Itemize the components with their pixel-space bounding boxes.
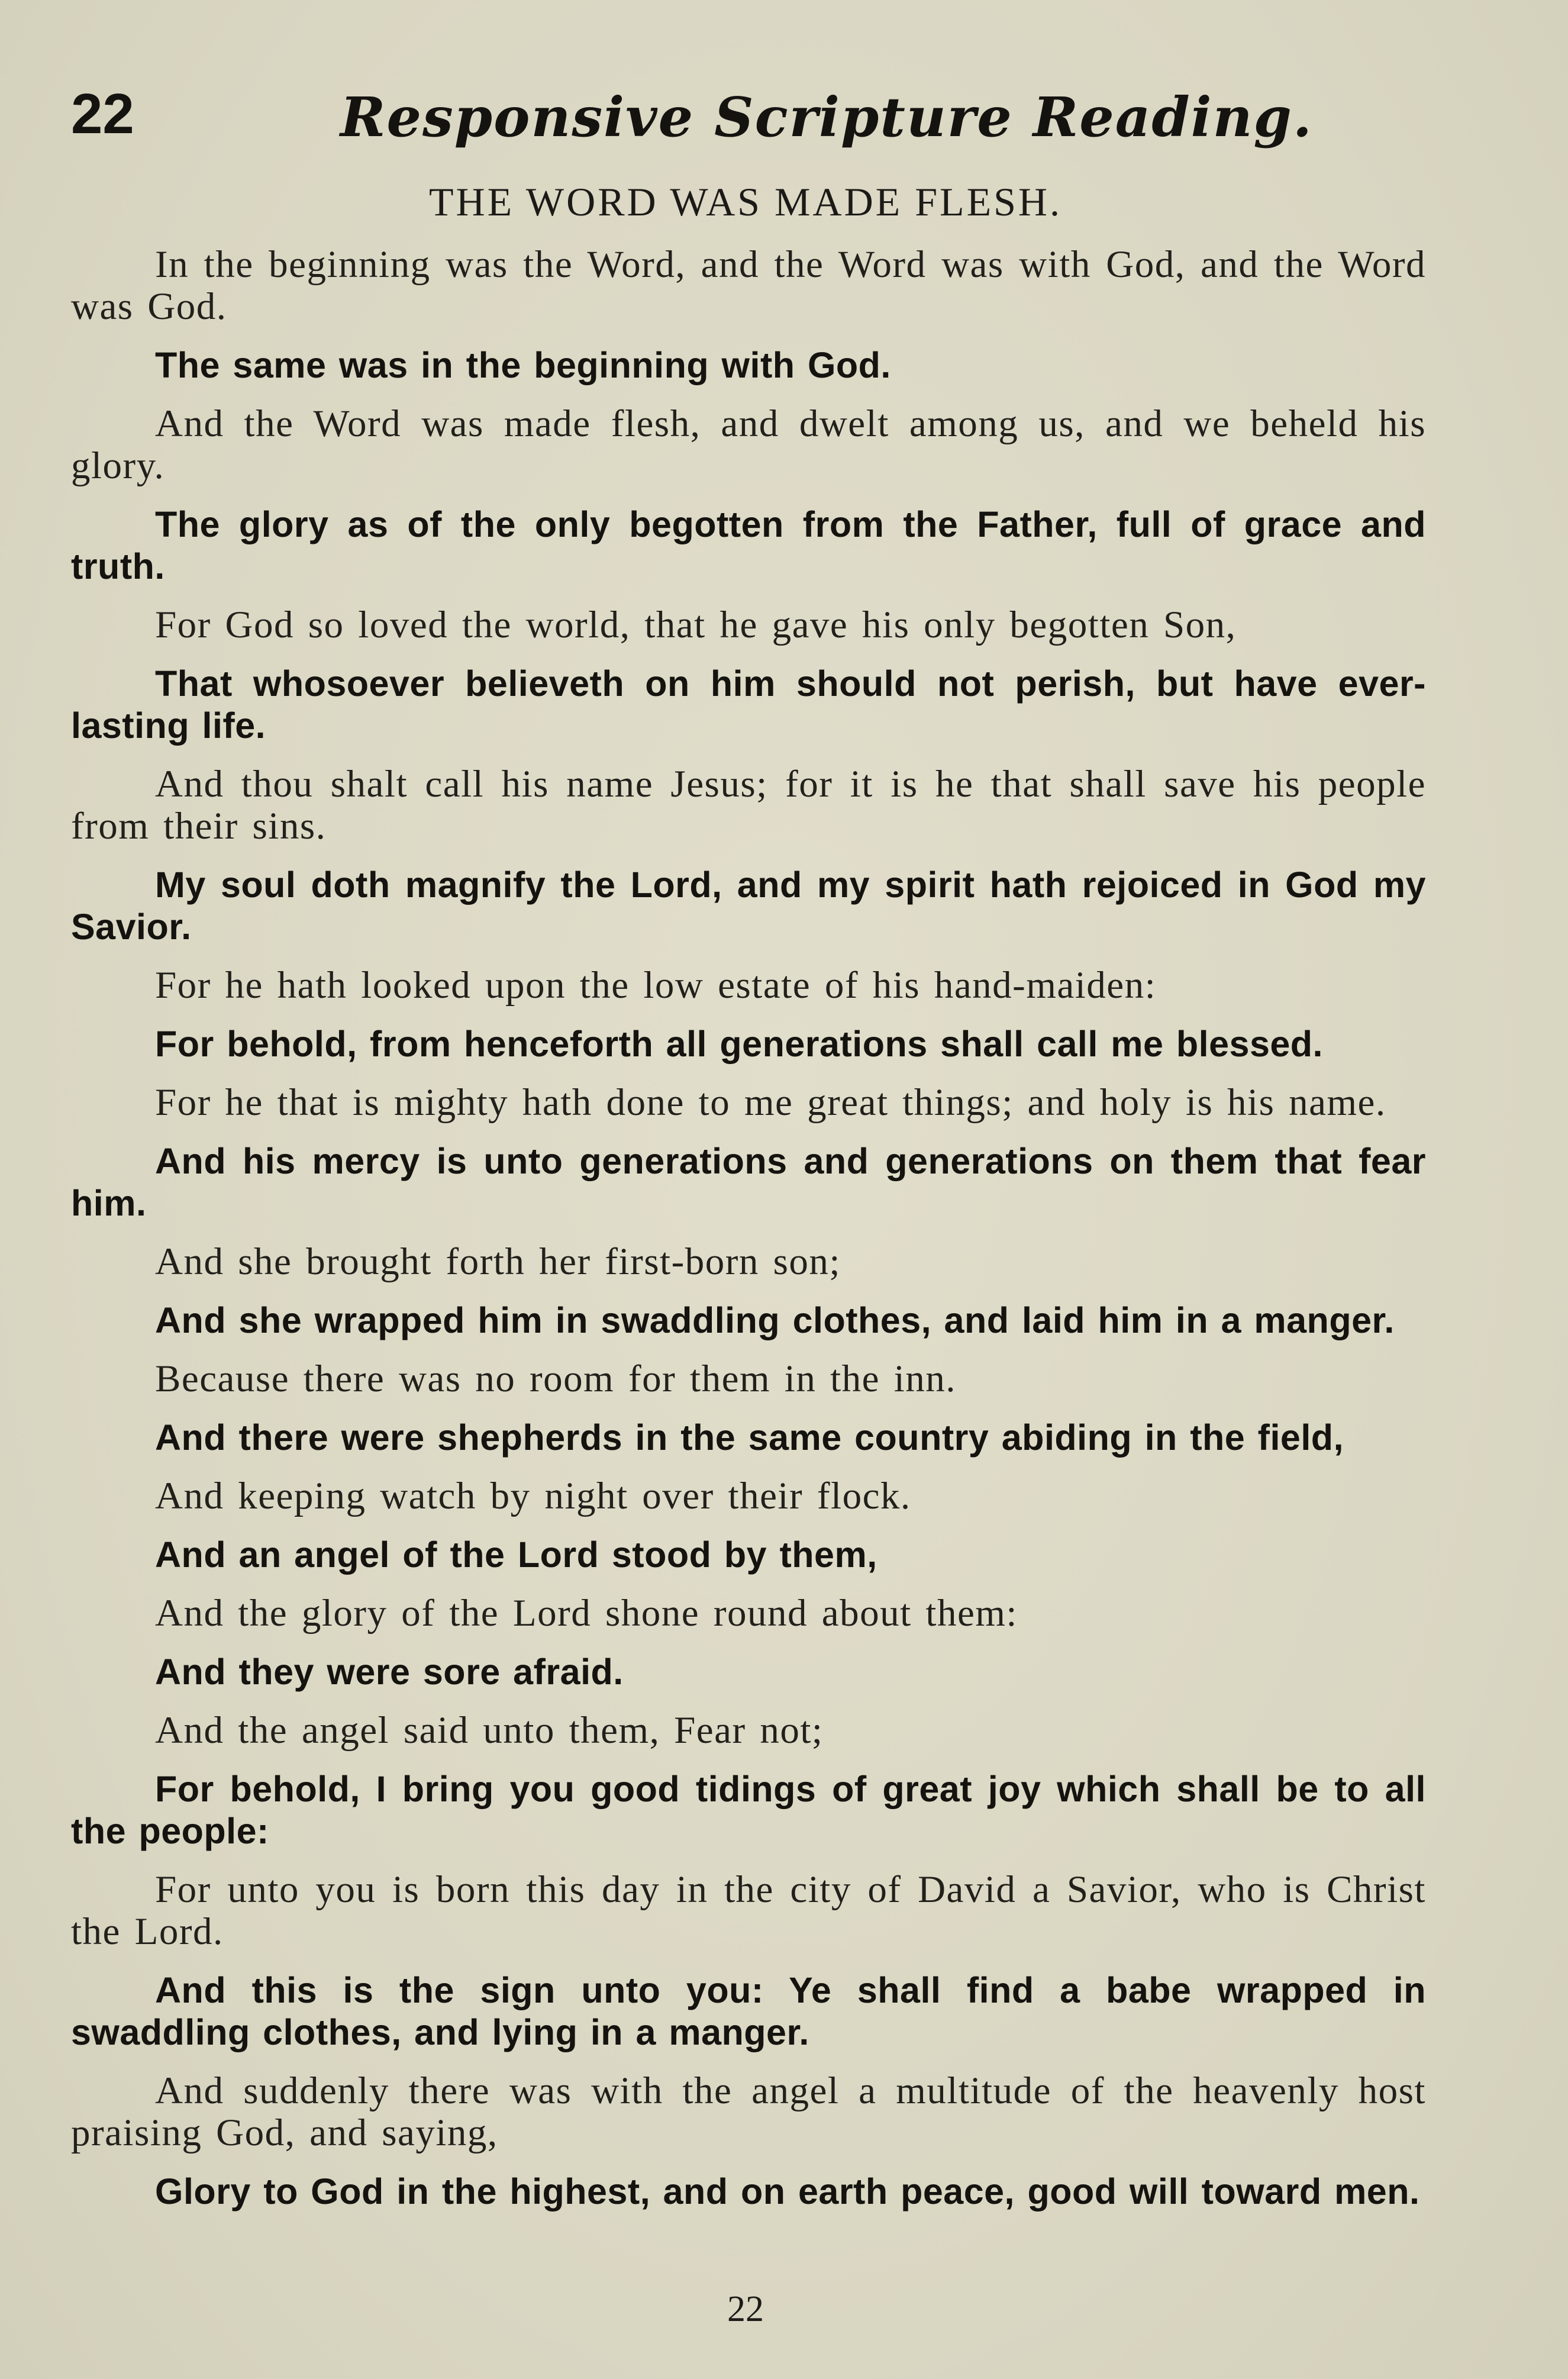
verse-people-response: And this is the sign unto you: Ye shall find a babe wrapped in swaddling clothes, and lying in a manger. xyxy=(71,1970,1426,2052)
responsive-reading xyxy=(71,244,1426,2229)
verse-leader-reading: And the angel said unto them, Fear not; xyxy=(155,1709,824,1752)
verse-leader-reading: And thou shalt call his name Jesus; for it is he that shall save his people from their sins. xyxy=(71,763,1426,847)
verse-leader-reading: For God so loved the world, that he gave his only begotten Son, xyxy=(155,604,1237,646)
verse-leader-reading: For he hath looked upon the low estate of his hand-maiden: xyxy=(155,964,1157,1007)
section-title: THE WORD WAS MADE FLESH. xyxy=(428,179,1063,224)
verse-people-response: That whosoever believeth on him should not perish, but have ever-lasting life. xyxy=(71,663,1426,746)
verse-leader-reading: And the Word was made flesh, and dwelt among us, and we beheld his glory. xyxy=(71,402,1426,487)
verse-leader-reading: And she brought forth her first-born son; xyxy=(155,1240,841,1283)
running-title: Responsive Scripture Reading. xyxy=(340,85,1313,149)
verse-leader-reading: For he that is mighty hath done to me great things; and holy is his name. xyxy=(155,1081,1386,1124)
verse-leader-reading: And keeping watch by night over their flock. xyxy=(155,1475,911,1517)
page-header xyxy=(71,76,1426,165)
verse-people-response: My soul doth magnify the Lord, and my spirit hath rejoiced in God my Savior. xyxy=(71,865,1426,947)
verse-leader-reading: And suddenly there was with the angel a multitude of the heavenly host praising God, and saying, xyxy=(71,2069,1426,2154)
verse-people-response: And an angel of the Lord stood by them, xyxy=(155,1535,877,1575)
page-number-top: 22 xyxy=(71,82,134,146)
verse-people-response: For behold, from henceforth all generations shall call me blessed. xyxy=(155,1024,1323,1064)
verse-leader-reading: Because there was no room for them in the inn. xyxy=(155,1358,957,1400)
verse-people-response: Glory to God in the highest, and on earth peace, good will toward men. xyxy=(155,2171,1420,2212)
verse-leader-reading: And the glory of the Lord shone round about them: xyxy=(155,1592,1018,1635)
page-number-bottom: 22 xyxy=(727,2289,764,2329)
verse-people-response: And there were shepherds in the same country abiding in the field, xyxy=(155,1417,1344,1458)
verse-leader-reading: In the beginning was the Word, and the Word was with God, and the Word was God. xyxy=(71,243,1426,328)
verse-people-response: And she wrapped him in swaddling clothes, and laid him in a manger. xyxy=(155,1300,1395,1340)
verse-people-response: The same was in the beginning with God. xyxy=(155,345,891,385)
verse-people-response: The glory as of the only begotten from the Father, full of grace and truth. xyxy=(71,504,1426,586)
verse-leader-reading: For unto you is born this day in the city of David a Savior, who is Christ the Lord. xyxy=(71,1868,1426,1953)
verse-people-response: And his mercy is unto generations and generations on them that fear him. xyxy=(71,1141,1426,1223)
verse-people-response: And they were sore afraid. xyxy=(155,1652,624,1692)
verse-people-response: For behold, I bring you good tidings of great joy which shall be to all the people: xyxy=(71,1769,1426,1851)
